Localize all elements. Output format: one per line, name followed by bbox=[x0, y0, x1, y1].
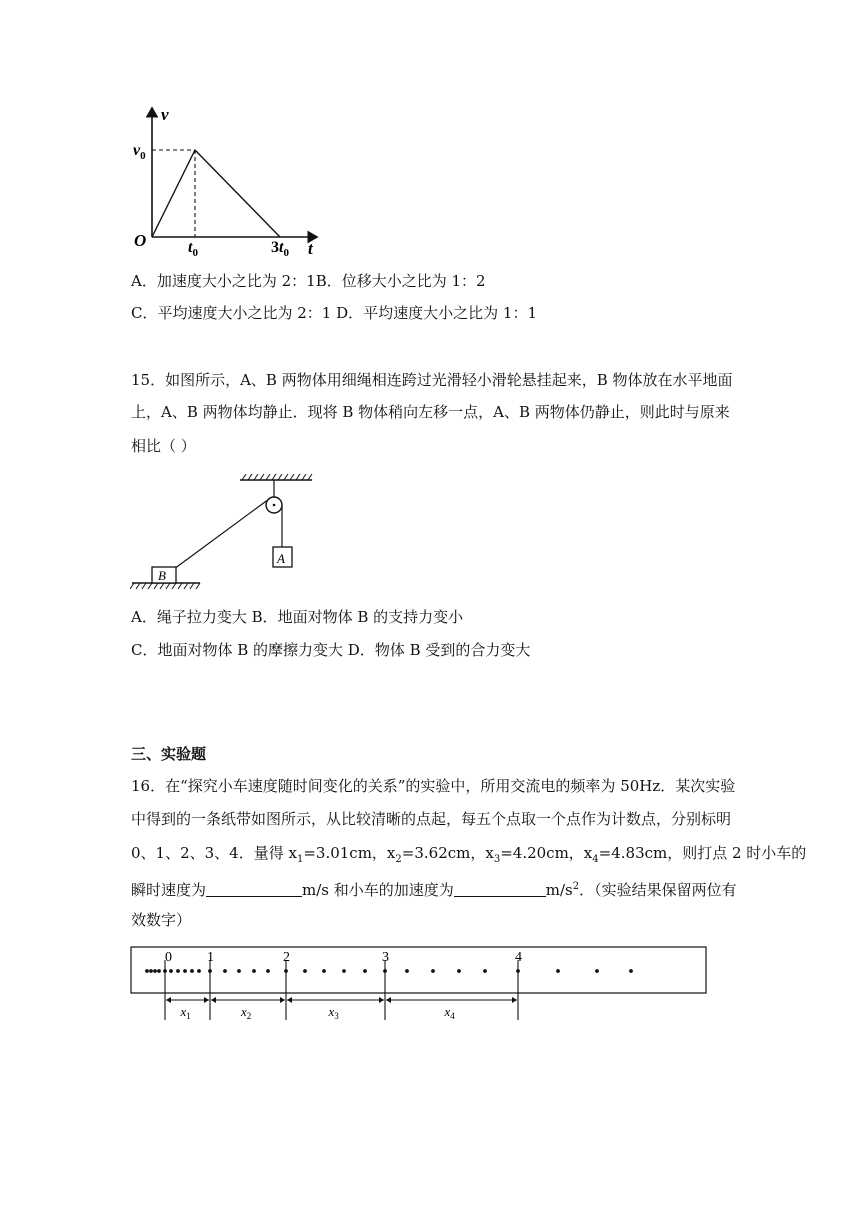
segment-arrow-left bbox=[211, 997, 216, 1003]
q15-options-line2: C．地面对物体 B 的摩擦力变大 D．物体 B 受到的合力变大 bbox=[131, 641, 531, 659]
segment-label: $x_1$ bbox=[180, 1004, 191, 1021]
segment-arrow-right bbox=[512, 997, 517, 1003]
tape-dot bbox=[190, 969, 194, 973]
vt-rise-line bbox=[152, 150, 195, 237]
tape-dot bbox=[223, 969, 227, 973]
counting-point-label: 3 bbox=[382, 950, 389, 965]
q16-line4: 瞬时速度为 m/s 和小车的加速度为 $m/s^2$．（实验结果保留两位有 bbox=[131, 881, 737, 899]
tape-dot bbox=[483, 969, 487, 973]
tape-dot bbox=[303, 969, 307, 973]
block-a-label: A bbox=[277, 551, 285, 566]
counting-point-label: 4 bbox=[515, 950, 522, 965]
pulley-figure bbox=[130, 472, 320, 592]
q16-line2: 中得到的一条纸带如图所示，从比较清晰的点起，每五个点取一个点作为计数点，分别标明 bbox=[131, 810, 732, 828]
counting-point-label: 2 bbox=[283, 950, 290, 965]
tape-dot bbox=[629, 969, 633, 973]
vt-x-label: t bbox=[308, 239, 313, 258]
q14-options-line2: C．平均速度大小之比为 2：1 D．平均速度大小之比为 1：1 bbox=[131, 304, 537, 322]
vt-v0-label: $v_0$ bbox=[133, 142, 146, 162]
section-title: 三、实验题 bbox=[131, 745, 207, 763]
ground-hatching bbox=[130, 583, 200, 589]
segment-arrow-left bbox=[166, 997, 171, 1003]
tape-dot bbox=[266, 969, 270, 973]
q14-options-line1: A．加速度大小之比为 2：1B．位移大小之比为 1：2 bbox=[131, 272, 486, 290]
tape-dot bbox=[145, 969, 149, 973]
tape-dot bbox=[363, 969, 367, 973]
segment-arrow-left bbox=[287, 997, 292, 1003]
counting-point-label: 1 bbox=[207, 950, 214, 965]
q16-line3: 0、1、2、3、4．量得 $x_1=3.01cm$，$x_2=3.62cm$，$x_3=4.20cm$，$x_4=4.83cm$，则打点 2 时小车的 bbox=[131, 844, 807, 865]
vt-origin-label: O bbox=[134, 231, 147, 250]
segment-label: $x_4$ bbox=[444, 1004, 455, 1021]
tape-dot bbox=[556, 969, 560, 973]
q15-stem-line2: 上，A、B 两物体均静止．现将 B 物体稍向左移一点，A、B 两物体仍静止，则此时与原来 bbox=[131, 403, 730, 421]
q15-stem-line3: 相比（ ） bbox=[131, 437, 196, 455]
tape-dot bbox=[457, 969, 461, 973]
tape-dot bbox=[252, 969, 256, 973]
paper-tape-figure bbox=[130, 942, 710, 1024]
q15-options-line1: A．绳子拉力变大 B．地面对物体 B 的支持力变小 bbox=[131, 608, 464, 626]
tape-dot bbox=[169, 969, 173, 973]
segment-label: $x_3$ bbox=[328, 1004, 339, 1021]
tape-dot bbox=[149, 969, 153, 973]
segment-arrow-right bbox=[379, 997, 384, 1003]
vt-t0-label: $t_0$ bbox=[188, 239, 198, 259]
tape-dot bbox=[431, 969, 435, 973]
ceiling-hatching bbox=[242, 474, 312, 480]
block-b-label: B bbox=[158, 568, 166, 583]
tape-dot bbox=[176, 969, 180, 973]
paper-tape bbox=[131, 947, 706, 993]
counting-point-label: 0 bbox=[165, 950, 172, 965]
tape-dot bbox=[405, 969, 409, 973]
tape-dot bbox=[183, 969, 187, 973]
segment-label: $x_2$ bbox=[241, 1004, 252, 1021]
tape-dot bbox=[153, 969, 157, 973]
segment-arrow-right bbox=[204, 997, 209, 1003]
acceleration-answer-blank[interactable] bbox=[454, 880, 546, 897]
rope-to-b bbox=[174, 499, 269, 569]
q16-line1: 16．在“探究小车速度随时间变化的关系”的实验中，所用交流电的频率为 50Hz．某次实验 bbox=[131, 777, 736, 795]
tape-dot bbox=[157, 969, 161, 973]
segment-arrow-right bbox=[280, 997, 285, 1003]
pulley-axle bbox=[273, 504, 276, 507]
tape-dot bbox=[197, 969, 201, 973]
vt-3t0-label: $3t_0$ bbox=[271, 239, 289, 259]
vt-graph bbox=[132, 100, 322, 260]
q16-line5: 效数字） bbox=[131, 911, 192, 929]
velocity-answer-blank[interactable] bbox=[206, 880, 302, 897]
tape-dot bbox=[237, 969, 241, 973]
tape-dot bbox=[342, 969, 346, 973]
segment-arrow-left bbox=[386, 997, 391, 1003]
vt-fall-line bbox=[195, 150, 280, 237]
tape-dot bbox=[322, 969, 326, 973]
q15-stem-line1: 15．如图所示，A、B 两物体用细绳相连跨过光滑轻小滑轮悬挂起来，B 物体放在水平地面 bbox=[131, 371, 733, 389]
vt-y-label: v bbox=[161, 105, 169, 124]
segment-dimensions bbox=[166, 997, 517, 1021]
tape-dot bbox=[595, 969, 599, 973]
